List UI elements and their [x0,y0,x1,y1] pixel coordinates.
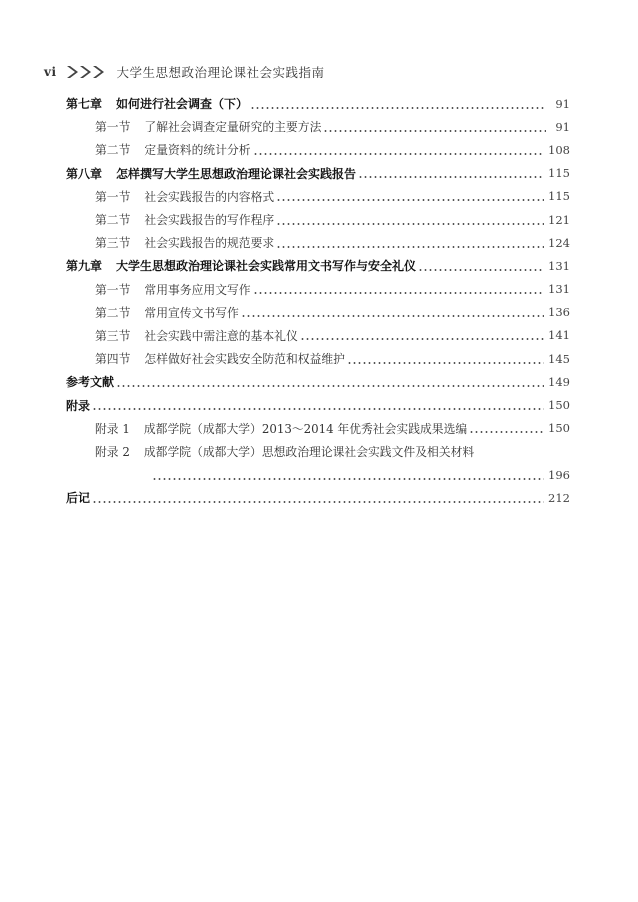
section-title: 社会实践报告的内容格式 [144,189,275,204]
chapter-title: 参考文献 [66,375,115,390]
toc-postscript[interactable] [66,486,570,509]
section-label: 第二节 [95,213,131,228]
dot-leader [276,237,544,249]
page-ref: 212 [548,490,570,505]
page-ref: 115 [548,189,570,204]
toc-section[interactable] [66,138,570,161]
section-label: 附录 1 [95,421,130,436]
dot-leader [152,469,544,481]
toc-section[interactable] [66,185,570,208]
page-ref: 150 [548,398,570,413]
page-ref: 108 [548,142,570,157]
dot-leader [276,190,544,202]
toc-section[interactable] [66,231,570,254]
chapter-label: 第七章 [66,97,103,112]
dot-leader [116,376,544,388]
page-ref: 124 [548,235,570,250]
page-ref: 149 [548,374,570,389]
section-label: 第四节 [95,352,131,367]
dot-leader [250,98,546,110]
toc-section[interactable] [66,324,570,347]
dot-leader [241,306,544,318]
dot-leader [358,167,544,179]
section-label: 第一节 [95,282,131,297]
page-ref: 141 [548,328,570,343]
page-ref: 91 [555,119,570,134]
toc-section[interactable] [66,115,570,138]
section-label: 第一节 [95,189,131,204]
section-title: 怎样做好社会实践安全防范和权益维护 [144,352,345,367]
page-ref: 91 [555,96,570,111]
section-title: 常用事务应用文写作 [144,282,251,297]
chevron-arrows-icon [65,65,109,79]
section-label: 第一节 [95,120,131,135]
page-number: vi [44,65,57,79]
page-ref: 115 [548,166,570,181]
page-ref: 136 [548,305,570,320]
section-title: 社会实践报告的规范要求 [144,236,275,251]
dot-leader [276,214,544,226]
section-label: 第三节 [95,328,131,343]
dot-leader [347,353,544,365]
toc-chapter-9[interactable] [66,254,570,277]
dot-leader [300,329,544,341]
section-title: 成都学院（成都大学）思想政治理论课社会实践文件及相关材料 [143,444,475,459]
dot-leader [253,144,544,156]
dot-leader [323,121,546,133]
section-title: 常用宣传文书写作 [144,305,239,320]
dot-leader [418,260,544,272]
toc-chapter-8[interactable] [66,162,570,185]
toc-appendix-1[interactable] [66,417,570,440]
page-ref: 196 [548,467,570,482]
section-label: 第二节 [95,143,131,158]
chapter-title: 大学生思想政治理论课社会实践常用文书写作与安全礼仪 [116,259,417,274]
chapter-title: 如何进行社会调查（下） [116,97,249,112]
book-title: 大学生思想政治理论课社会实践指南 [116,65,325,80]
running-header [44,61,325,83]
toc-section[interactable] [66,278,570,301]
chapter-title: 附录 [66,398,91,413]
page-ref: 150 [548,421,570,436]
section-label: 第二节 [95,305,131,320]
section-label: 第三节 [95,236,131,251]
page-ref: 131 [548,258,570,273]
page-ref: 145 [548,351,570,366]
toc-section[interactable] [66,301,570,324]
toc-appendix-2-continuation[interactable] [66,463,570,486]
toc-references[interactable] [66,370,570,393]
table-of-contents [66,92,570,509]
toc-section[interactable] [66,208,570,231]
page-ref: 121 [548,212,570,227]
dot-leader [92,399,544,411]
page-ref: 131 [548,282,570,297]
section-title: 社会实践中需注意的基本礼仪 [144,328,298,343]
section-title: 成都学院（成都大学）2013～2014 年优秀社会实践成果选编 [143,421,468,436]
toc-chapter-7[interactable] [66,92,570,115]
section-title: 了解社会调查定量研究的主要方法 [144,120,322,135]
dot-leader [469,422,544,434]
chapter-title: 怎样撰写大学生思想政治理论课社会实践报告 [116,166,357,181]
toc-appendix[interactable] [66,393,570,416]
dot-leader [92,492,544,504]
toc-section[interactable] [66,347,570,370]
chapter-label: 第八章 [66,166,103,181]
section-title: 定量资料的统计分析 [144,143,251,158]
chapter-title: 后记 [66,491,91,506]
dot-leader [253,283,544,295]
section-title: 社会实践报告的写作程序 [144,213,275,228]
toc-appendix-2[interactable] [66,440,570,463]
section-label: 附录 2 [95,444,130,459]
chapter-label: 第九章 [66,259,103,274]
